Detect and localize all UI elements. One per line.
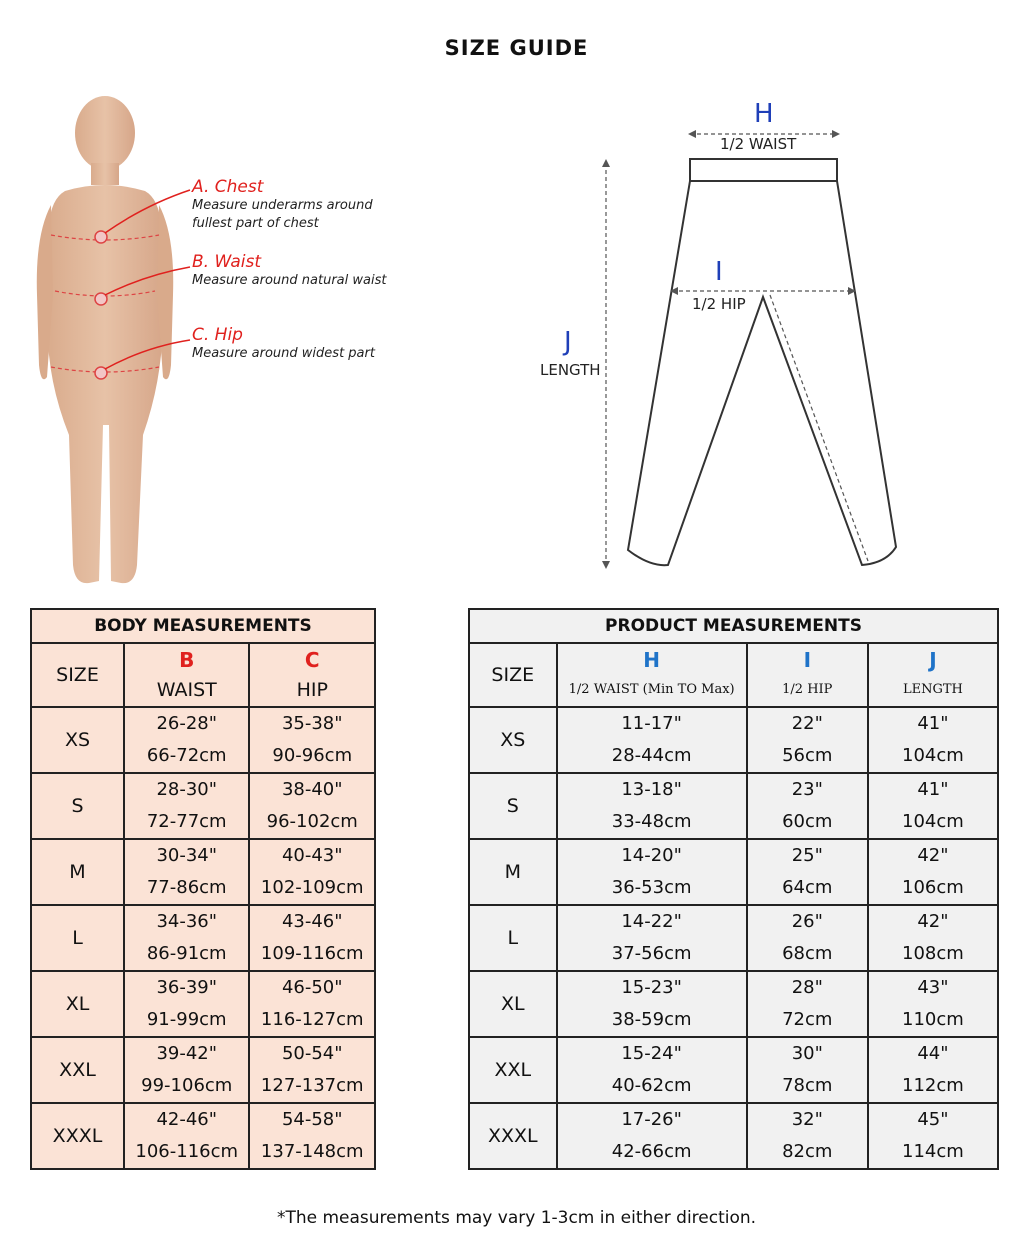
half-waist-cell (557, 905, 747, 971)
half-hip-cell (747, 707, 868, 773)
half-waist-cell (557, 1037, 747, 1103)
table-row (469, 905, 998, 971)
waist-column-header (124, 643, 250, 707)
table-row (31, 1037, 375, 1103)
length-cm: 106cm (902, 877, 964, 898)
pants-outline-icon (530, 95, 930, 585)
waist-cm: 72-77cm (146, 811, 227, 832)
length-cm: 108cm (902, 943, 964, 964)
length-inches: 45" (917, 1109, 949, 1130)
waist-inches: 30-34" (156, 845, 218, 866)
table-header-row (31, 609, 375, 643)
h-col-letter: H (643, 648, 660, 672)
half-waist-cell (557, 1103, 747, 1169)
half-waist-cell (557, 839, 747, 905)
half-hip-cell (747, 839, 868, 905)
size-cell: XS (469, 707, 557, 773)
body-figure (25, 95, 395, 595)
hip-inches: 50-54" (281, 1043, 343, 1064)
hip-cm: 127-137cm (260, 1075, 364, 1096)
waist-cell (124, 773, 250, 839)
half-hip-cm: 68cm (782, 943, 833, 964)
waist-inches: 36-39" (156, 977, 218, 998)
waist-inches: 28-30" (156, 779, 218, 800)
length-cell (868, 905, 998, 971)
length-cm: 114cm (902, 1141, 964, 1162)
h-letter: H (754, 99, 774, 129)
half-waist-cm: 33-48cm (611, 811, 692, 832)
length-cell (868, 971, 998, 1037)
page-title: SIZE GUIDE (444, 36, 589, 60)
half-hip-cell (747, 1103, 868, 1169)
waist-cell (124, 971, 250, 1037)
waist-cm: 91-99cm (146, 1009, 227, 1030)
half-hip-cm: 64cm (782, 877, 833, 898)
half-waist-col-name: 1/2 WAIST (Min TO Max) (568, 682, 735, 697)
length-cm: 104cm (902, 745, 964, 766)
size-cell: M (469, 839, 557, 905)
waist-cm: 77-86cm (146, 877, 227, 898)
column-header-row (469, 643, 998, 707)
table-row (31, 707, 375, 773)
c-letter: C (304, 648, 320, 672)
hip-title: C. Hip (192, 325, 243, 345)
chest-title: A. Chest (192, 177, 264, 197)
size-cell: XS (31, 707, 124, 773)
waist-cell (124, 1037, 250, 1103)
half-waist-inches: 15-23" (621, 977, 682, 998)
half-hip-inches: 32" (791, 1109, 823, 1130)
hip-col-name: HIP (296, 679, 328, 701)
chest-desc-line2: fullest part of chest (192, 216, 319, 231)
length-cell (868, 839, 998, 905)
table-row (31, 1103, 375, 1169)
hip-cm: 137-148cm (260, 1141, 364, 1162)
size-cell: M (31, 839, 124, 905)
hip-inches: 38-40" (281, 779, 343, 800)
hip-cell (249, 773, 375, 839)
half-waist-cell (557, 773, 747, 839)
waist-label (192, 252, 386, 290)
table-row (469, 839, 998, 905)
half-waist-cm: 40-62cm (611, 1075, 692, 1096)
hip-column-header (249, 643, 375, 707)
chest-label (192, 177, 373, 233)
size-cell: XXL (469, 1037, 557, 1103)
half-hip-inches: 25" (791, 845, 823, 866)
table-row (31, 905, 375, 971)
size-cell: S (31, 773, 124, 839)
length-inches: 42" (917, 911, 949, 932)
waist-cm: 66-72cm (146, 745, 227, 766)
half-hip-col-name: 1/2 HIP (782, 682, 833, 697)
length-inches: 44" (917, 1043, 949, 1064)
product-table-title: PRODUCT MEASUREMENTS (469, 609, 998, 643)
waist-cm: 86-91cm (146, 943, 227, 964)
hip-inches: 46-50" (281, 977, 343, 998)
waist-cell (124, 1103, 250, 1169)
half-hip-cell (747, 1037, 868, 1103)
hip-cell (249, 1037, 375, 1103)
body-table-title: BODY MEASUREMENTS (31, 609, 375, 643)
half-hip-inches: 23" (791, 779, 823, 800)
hip-cm: 102-109cm (260, 877, 364, 898)
waist-inches: 26-28" (156, 713, 218, 734)
table-row (469, 773, 998, 839)
hip-cell (249, 905, 375, 971)
half-waist-inches: 15-24" (621, 1043, 682, 1064)
size-cell: S (469, 773, 557, 839)
hip-cm: 96-102cm (266, 811, 358, 832)
length-cm: 104cm (902, 811, 964, 832)
body-measurements-table (30, 608, 376, 1170)
j-letter: J (564, 327, 572, 357)
waist-cm: 99-106cm (141, 1075, 233, 1096)
footnote: *The measurements may vary 1-3cm in either direction. (276, 1208, 757, 1228)
length-inches: 41" (917, 713, 949, 734)
half-hip-column-header (747, 643, 868, 707)
i-letter: I (715, 257, 723, 287)
table-row (469, 1103, 998, 1169)
half-waist-cm: 37-56cm (611, 943, 692, 964)
half-hip-inches: 28" (791, 977, 823, 998)
size-cell: XL (31, 971, 124, 1037)
size-cell: L (31, 905, 124, 971)
half-waist-inches: 17-26" (621, 1109, 682, 1130)
size-column-header: SIZE (31, 643, 124, 707)
table-row (469, 971, 998, 1037)
size-cell: XXXL (31, 1103, 124, 1169)
hip-cm: 116-127cm (260, 1009, 364, 1030)
table-row (31, 839, 375, 905)
table-row (31, 971, 375, 1037)
waist-title: B. Waist (192, 252, 262, 272)
waist-cm: 106-116cm (135, 1141, 239, 1162)
length-cm: 110cm (902, 1009, 964, 1030)
half-waist-inches: 14-22" (621, 911, 682, 932)
hip-cell (249, 1103, 375, 1169)
half-waist-cell (557, 971, 747, 1037)
half-hip-inches: 30" (791, 1043, 823, 1064)
hip-inches: 43-46" (281, 911, 343, 932)
half-waist-cell (557, 707, 747, 773)
half-hip-label: 1/2 HIP (692, 295, 746, 313)
half-hip-cm: 56cm (782, 745, 833, 766)
size-column-header: SIZE (469, 643, 557, 707)
half-waist-cm: 42-66cm (611, 1141, 692, 1162)
table-header-row (469, 609, 998, 643)
waist-cell (124, 905, 250, 971)
half-hip-cell (747, 905, 868, 971)
length-cm: 112cm (902, 1075, 964, 1096)
j-col-letter: J (929, 648, 937, 672)
hip-inches: 54-58" (281, 1109, 343, 1130)
size-cell: XXXL (469, 1103, 557, 1169)
half-hip-cm: 72cm (782, 1009, 833, 1030)
half-hip-cm: 60cm (782, 811, 833, 832)
waist-desc: Measure around natural waist (192, 273, 387, 288)
length-col-name: LENGTH (902, 682, 963, 697)
hip-cell (249, 707, 375, 773)
chest-desc-line1: Measure underarms around (192, 198, 373, 213)
half-waist-inches: 11-17" (621, 713, 682, 734)
hip-inches: 35-38" (281, 713, 343, 734)
b-letter: B (179, 648, 195, 672)
length-cell (868, 1037, 998, 1103)
length-inches: 43" (917, 977, 949, 998)
size-cell: XL (469, 971, 557, 1037)
half-hip-cm: 82cm (782, 1141, 833, 1162)
half-waist-cm: 36-53cm (611, 877, 692, 898)
hip-cell (249, 971, 375, 1037)
i-col-letter: I (803, 648, 812, 672)
half-waist-cm: 28-44cm (611, 745, 692, 766)
table-row (469, 1037, 998, 1103)
waist-inches: 39-42" (156, 1043, 218, 1064)
waist-inches: 34-36" (156, 911, 218, 932)
half-hip-inches: 26" (791, 911, 823, 932)
length-column-header (868, 643, 998, 707)
length-cell (868, 707, 998, 773)
half-waist-column-header (557, 643, 747, 707)
table-row (31, 773, 375, 839)
table-row (469, 707, 998, 773)
waist-cell (124, 707, 250, 773)
column-header-row (31, 643, 375, 707)
size-cell: L (469, 905, 557, 971)
hip-inches: 40-43" (281, 845, 343, 866)
hip-cm: 109-116cm (260, 943, 364, 964)
waist-cell (124, 839, 250, 905)
half-waist-cm: 38-59cm (611, 1009, 692, 1030)
half-waist-inches: 13-18" (621, 779, 682, 800)
length-inches: 41" (917, 779, 949, 800)
hip-desc: Measure around widest part (192, 346, 375, 361)
waist-inches: 42-46" (156, 1109, 218, 1130)
pants-diagram (530, 95, 930, 585)
hip-label (192, 325, 375, 363)
length-cell (868, 773, 998, 839)
half-waist-inches: 14-20" (621, 845, 682, 866)
half-hip-cm: 78cm (782, 1075, 833, 1096)
product-measurements-table (468, 608, 999, 1170)
hip-cell (249, 839, 375, 905)
size-cell: XXL (31, 1037, 124, 1103)
half-hip-inches: 22" (791, 713, 823, 734)
half-hip-cell (747, 773, 868, 839)
waist-col-name: WAIST (156, 679, 217, 701)
hip-cm: 90-96cm (272, 745, 353, 766)
length-label: LENGTH (540, 361, 601, 379)
length-inches: 42" (917, 845, 949, 866)
half-waist-label: 1/2 WAIST (720, 135, 797, 153)
half-hip-cell (747, 971, 868, 1037)
length-cell (868, 1103, 998, 1169)
